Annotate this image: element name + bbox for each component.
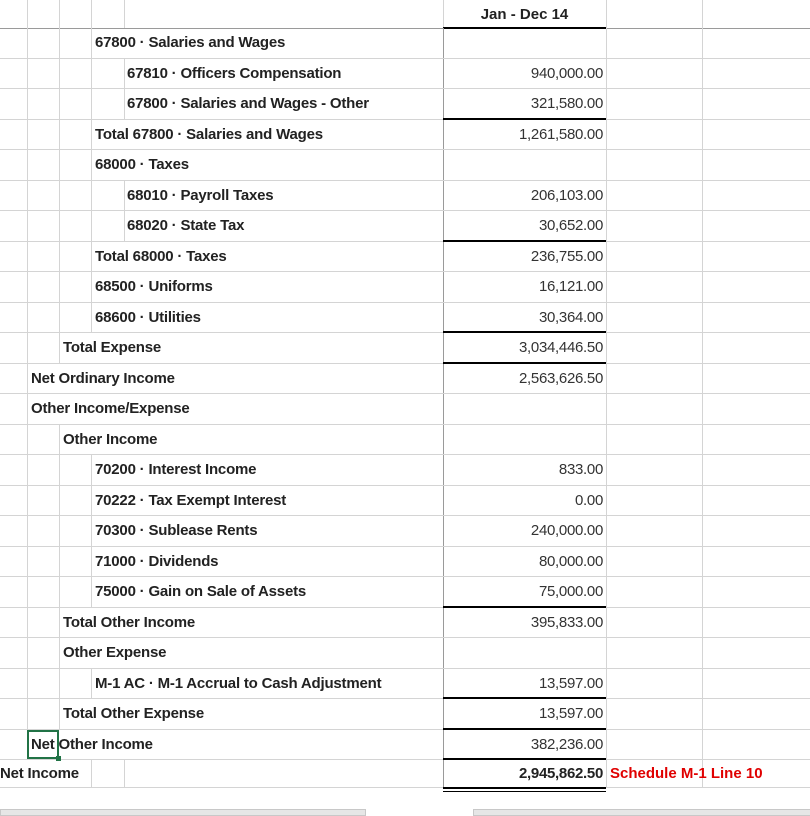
gridline	[606, 638, 607, 668]
row-amount[interactable]	[443, 638, 603, 668]
gridline	[91, 28, 92, 58]
row-amount[interactable]	[443, 425, 603, 455]
gridline	[27, 486, 28, 516]
total-rule	[443, 362, 606, 364]
gridline	[702, 242, 703, 272]
row-amount[interactable]: 240,000.00	[530, 522, 603, 540]
gridline	[27, 303, 28, 333]
table-row	[0, 303, 810, 334]
row-amount[interactable]: 321,580.00	[530, 95, 603, 113]
column-header-row	[0, 0, 810, 29]
row-label[interactable]: 71000 · Dividends	[95, 552, 219, 570]
gridline	[702, 303, 703, 333]
gridline	[91, 455, 92, 485]
gridline	[59, 638, 60, 668]
gridline	[702, 669, 703, 699]
gridline	[27, 638, 28, 668]
horizontal-scrollbar[interactable]	[473, 809, 810, 816]
gridline	[702, 28, 703, 58]
gridline	[702, 211, 703, 241]
gridline	[606, 577, 607, 607]
gridline	[91, 760, 92, 787]
gridline	[59, 333, 60, 363]
table-row	[0, 28, 810, 59]
total-rule	[443, 606, 606, 608]
row-label[interactable]: Other Income	[63, 430, 158, 448]
gridline	[91, 516, 92, 546]
row-label[interactable]: Total Other Income	[63, 613, 195, 631]
gridline	[606, 303, 607, 333]
row-amount[interactable]	[443, 394, 603, 424]
row-label[interactable]: 70200 · Interest Income	[95, 461, 257, 479]
gridline	[702, 59, 703, 89]
gridline	[91, 577, 92, 607]
row-amount[interactable]	[443, 28, 603, 58]
gridline	[27, 699, 28, 729]
gridline	[606, 760, 607, 787]
row-amount[interactable]: 80,000.00	[538, 552, 603, 570]
gridline	[702, 516, 703, 546]
gridline	[59, 303, 60, 333]
gridline	[27, 59, 28, 89]
gridline	[91, 181, 92, 211]
row-amount[interactable]: 13,597.00	[538, 674, 603, 692]
row-amount[interactable]	[443, 150, 603, 180]
table-row	[0, 486, 810, 517]
gridline	[702, 425, 703, 455]
table-row	[0, 730, 810, 761]
gridline	[27, 242, 28, 272]
gridline	[59, 28, 60, 58]
gridline	[91, 303, 92, 333]
table-row	[0, 150, 810, 181]
gridline	[606, 120, 607, 150]
gridline	[91, 669, 92, 699]
gridline	[91, 0, 92, 28]
row-amount[interactable]: 3,034,446.50	[519, 339, 603, 357]
gridline	[702, 89, 703, 119]
gridline	[606, 211, 607, 241]
gridline	[27, 516, 28, 546]
gridline	[702, 486, 703, 516]
gridline	[606, 0, 607, 28]
gridline	[606, 59, 607, 89]
gridline	[27, 333, 28, 363]
table-row	[0, 455, 810, 486]
row-amount[interactable]: 206,103.00	[530, 186, 603, 204]
gridline	[91, 89, 92, 119]
gridline	[59, 608, 60, 638]
double-underline	[443, 787, 606, 792]
gridline	[27, 150, 28, 180]
row-label[interactable]: Total Other Expense	[63, 705, 204, 723]
gridline	[124, 59, 125, 89]
table-row	[0, 425, 810, 456]
gridline	[606, 364, 607, 394]
gridline	[59, 242, 60, 272]
gridline	[91, 486, 92, 516]
gridline	[702, 547, 703, 577]
row-amount[interactable]: 395,833.00	[530, 613, 603, 631]
gridline	[606, 272, 607, 302]
gridline	[27, 181, 28, 211]
gridline	[27, 425, 28, 455]
row-amount[interactable]: 833.00	[558, 461, 603, 479]
total-rule	[443, 118, 606, 120]
gridline	[702, 577, 703, 607]
table-row	[0, 516, 810, 547]
gridline	[59, 59, 60, 89]
row-label[interactable]: 68010 · Payroll Taxes	[127, 186, 274, 204]
gridline	[606, 28, 607, 58]
gridline	[59, 272, 60, 302]
gridline	[27, 394, 28, 424]
gridline	[606, 150, 607, 180]
row-amount[interactable]: 0.00	[575, 491, 603, 509]
gridline	[702, 730, 703, 760]
row-label[interactable]: Total 68000 · Taxes	[95, 247, 227, 265]
gridline	[124, 89, 125, 119]
gridline	[702, 333, 703, 363]
row-label[interactable]: Other Expense	[63, 644, 167, 662]
schedule-note[interactable]: Schedule M-1 Line 10	[610, 765, 763, 782]
gridline	[702, 699, 703, 729]
gridline	[606, 699, 607, 729]
gridline	[27, 89, 28, 119]
gridline	[27, 547, 28, 577]
period-header[interactable]: Jan - Dec 14	[480, 5, 569, 23]
gridline	[27, 608, 28, 638]
row-label[interactable]: 68600 · Utilities	[95, 308, 201, 326]
gridline	[606, 333, 607, 363]
row-amount[interactable]: 30,364.00	[538, 308, 603, 326]
table-row	[0, 120, 810, 151]
row-label[interactable]: M-1 AC · M-1 Accrual to Cash Adjustment	[95, 674, 382, 692]
gridline	[59, 547, 60, 577]
row-label[interactable]: Net Ordinary Income	[31, 369, 175, 387]
table-row	[0, 760, 810, 788]
row-label[interactable]: Net Other Income	[31, 735, 153, 753]
gridline	[606, 455, 607, 485]
gridline	[606, 730, 607, 760]
gridline	[59, 211, 60, 241]
row-label[interactable]: 67800 · Salaries and Wages	[95, 34, 286, 52]
gridline	[702, 638, 703, 668]
row-label[interactable]: 67810 · Officers Compensation	[127, 64, 342, 82]
row-amount[interactable]: 2,945,862.50	[519, 765, 603, 782]
row-amount[interactable]: 30,652.00	[538, 217, 603, 235]
gridline	[702, 394, 703, 424]
gridline	[124, 211, 125, 241]
row-amount[interactable]: 13,597.00	[538, 705, 603, 723]
gridline	[59, 0, 60, 28]
row-label[interactable]: 68000 · Taxes	[95, 156, 189, 174]
gridline	[27, 577, 28, 607]
gridline	[124, 0, 125, 28]
row-label[interactable]: 68020 · State Tax	[127, 217, 245, 235]
gridline	[91, 272, 92, 302]
table-row	[0, 547, 810, 578]
gridline	[702, 364, 703, 394]
gridline	[59, 455, 60, 485]
row-amount[interactable]: 382,236.00	[530, 735, 603, 753]
gridline	[702, 608, 703, 638]
gridline	[124, 760, 125, 787]
gridline	[59, 577, 60, 607]
gridline	[606, 89, 607, 119]
row-label[interactable]: Other Income/Expense	[31, 400, 190, 418]
gridline	[606, 181, 607, 211]
gridline	[59, 486, 60, 516]
row-label[interactable]: 70222 · Tax Exempt Interest	[95, 491, 287, 509]
table-row	[0, 364, 810, 395]
total-rule	[443, 758, 606, 760]
gridline	[606, 486, 607, 516]
gridline	[91, 242, 92, 272]
gridline	[606, 669, 607, 699]
gridline	[27, 272, 28, 302]
row-label[interactable]: 67800 · Salaries and Wages - Other	[127, 95, 369, 113]
table-row	[0, 577, 810, 608]
gridline	[91, 120, 92, 150]
row-amount[interactable]: 1,261,580.00	[519, 125, 603, 143]
gridline	[702, 120, 703, 150]
gridline	[702, 150, 703, 180]
gridline	[91, 211, 92, 241]
table-row	[0, 211, 810, 242]
gridline	[59, 425, 60, 455]
row-label[interactable]: Total Expense	[63, 339, 161, 357]
row-amount[interactable]: 236,755.00	[530, 247, 603, 265]
gridline	[59, 120, 60, 150]
gridline	[27, 669, 28, 699]
row-label[interactable]: Net Income	[0, 765, 79, 782]
gridline	[702, 272, 703, 302]
table-row	[0, 59, 810, 90]
gridline	[702, 181, 703, 211]
sheet-tabs-scrollbar[interactable]	[0, 809, 366, 816]
table-row	[0, 699, 810, 730]
gridline	[27, 0, 28, 28]
table-row	[0, 272, 810, 303]
gridline	[91, 150, 92, 180]
gridline	[27, 28, 28, 58]
total-rule	[443, 728, 606, 730]
gridline	[91, 59, 92, 89]
table-row	[0, 333, 810, 364]
total-rule	[443, 697, 606, 699]
gridline	[59, 669, 60, 699]
gridline	[59, 89, 60, 119]
gridline	[59, 150, 60, 180]
row-label[interactable]: 68500 · Uniforms	[95, 278, 213, 296]
gridline	[59, 516, 60, 546]
total-rule	[443, 240, 606, 242]
row-label[interactable]: Total 67800 · Salaries and Wages	[95, 125, 323, 143]
gridline	[606, 242, 607, 272]
gridline	[606, 547, 607, 577]
gridline	[27, 211, 28, 241]
gridline	[702, 0, 703, 28]
table-row	[0, 394, 810, 425]
gridline	[606, 425, 607, 455]
gridline	[59, 699, 60, 729]
row-label[interactable]: 70300 · Sublease Rents	[95, 522, 258, 540]
table-row	[0, 669, 810, 700]
gridline	[606, 394, 607, 424]
gridline	[606, 608, 607, 638]
gridline	[27, 455, 28, 485]
table-row	[0, 638, 810, 669]
gridline	[27, 120, 28, 150]
gridline	[606, 516, 607, 546]
gridline	[702, 455, 703, 485]
table-row	[0, 89, 810, 120]
row-amount[interactable]: 2,563,626.50	[519, 369, 603, 387]
total-rule	[443, 331, 606, 333]
row-amount[interactable]: 16,121.00	[538, 278, 603, 296]
row-label[interactable]: 75000 · Gain on Sale of Assets	[95, 583, 307, 601]
row-amount[interactable]: 75,000.00	[538, 583, 603, 601]
table-row	[0, 608, 810, 639]
gridline	[27, 364, 28, 394]
gridline	[91, 547, 92, 577]
table-row	[0, 242, 810, 273]
row-amount[interactable]: 940,000.00	[530, 64, 603, 82]
table-row	[0, 181, 810, 212]
gridline	[59, 181, 60, 211]
gridline	[124, 181, 125, 211]
